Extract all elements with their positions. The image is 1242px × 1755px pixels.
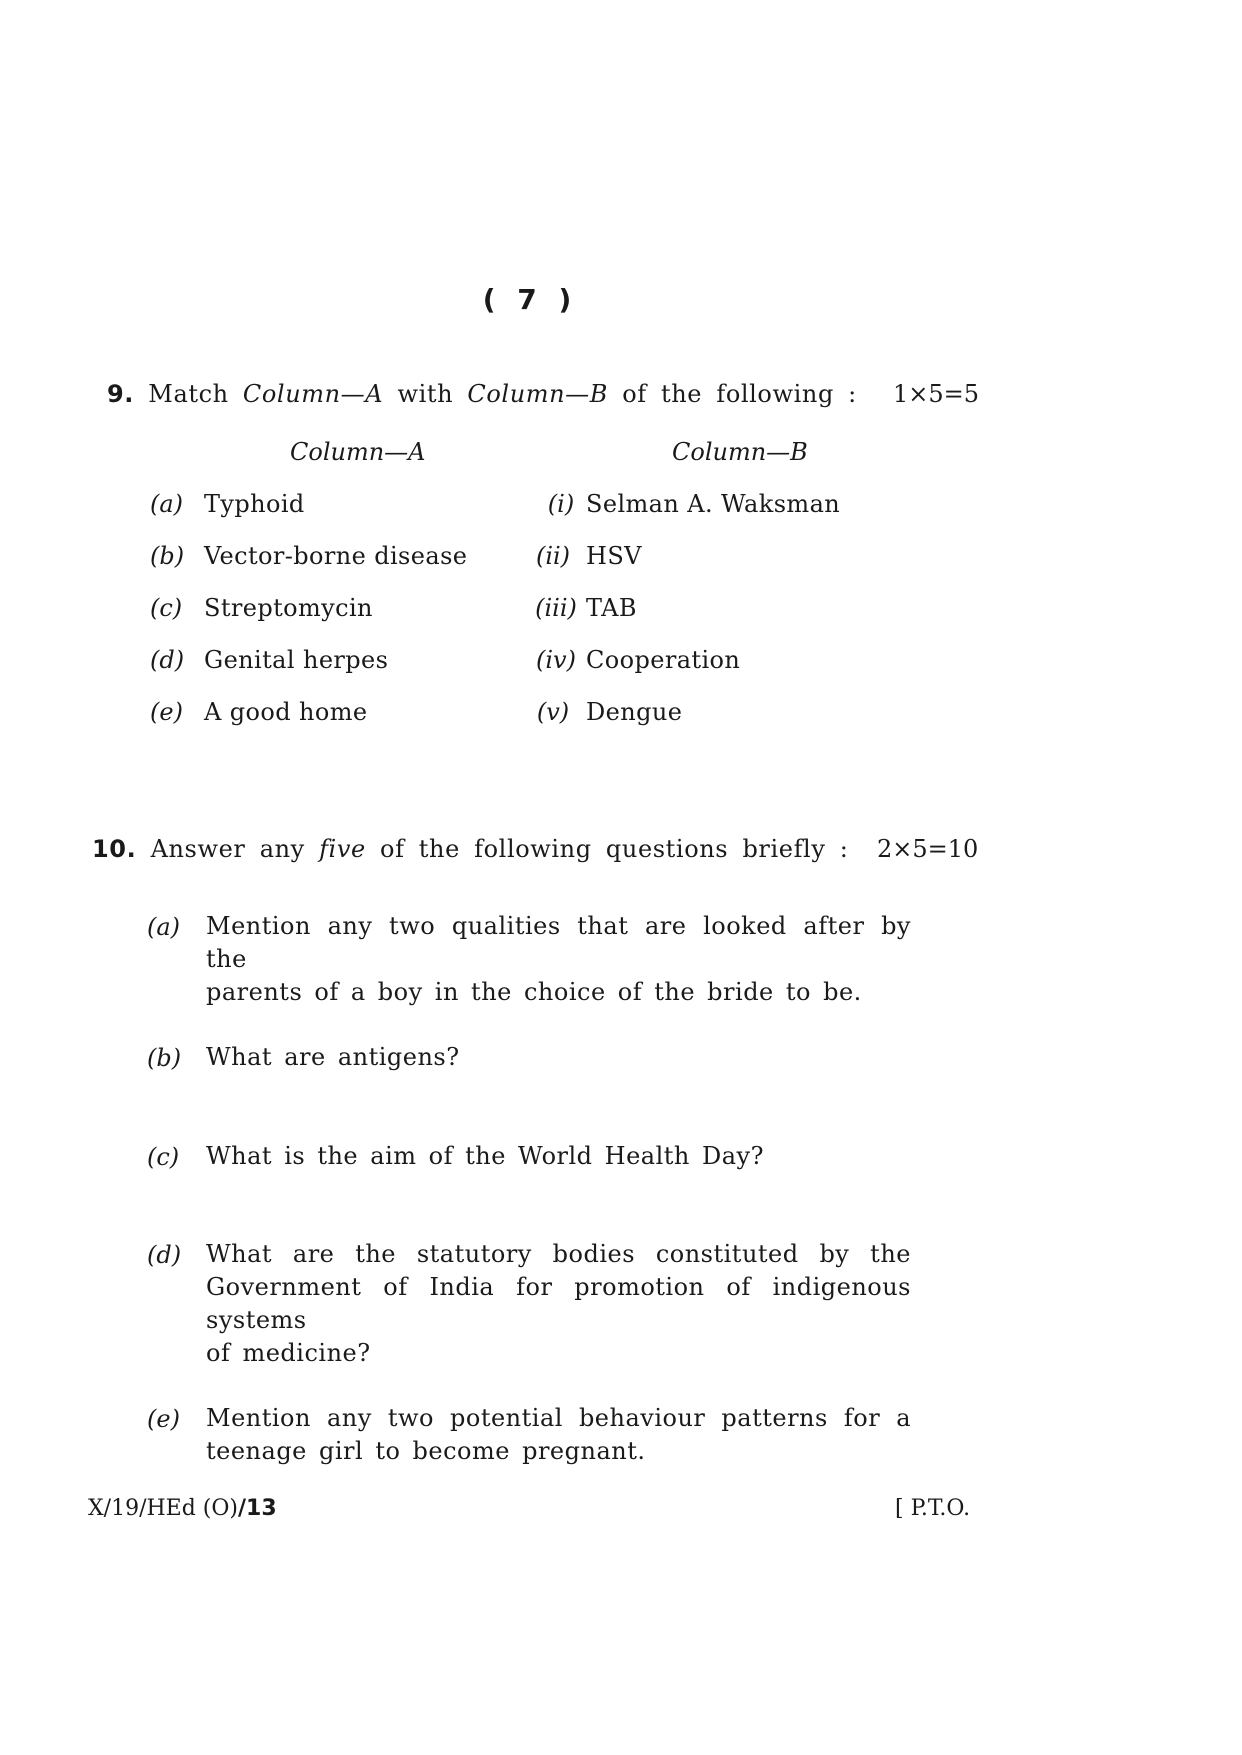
- column-a-label: (a): [150, 490, 184, 518]
- column-a-header: Column—A: [290, 438, 426, 466]
- footer-code-bold: /13: [238, 1496, 277, 1521]
- question-10-item-d-rest: of medicine?: [206, 1339, 371, 1367]
- question-10-item-label: (e): [147, 1405, 180, 1433]
- column-a-item: Streptomycin: [204, 594, 373, 622]
- column-b-item: TAB: [586, 594, 637, 622]
- question-10-item-e-rest: teenage girl to become pregnant.: [206, 1437, 646, 1465]
- column-b-item: Cooperation: [586, 646, 741, 674]
- question-10-item-a-line1: Mention any two qualities that are looked after by the: [206, 912, 911, 973]
- page-number: ( 7 ): [482, 283, 578, 316]
- question-9-text-post: of the following :: [608, 380, 857, 408]
- column-a-item: A good home: [204, 698, 368, 726]
- question-9-marks: 1×5=5: [893, 380, 980, 408]
- question-10-item-label: (b): [147, 1044, 182, 1072]
- question-10-item-label: (a): [147, 913, 181, 941]
- footer-pto: [ P.T.O.: [895, 1496, 971, 1521]
- column-b-label: (iii): [535, 594, 577, 622]
- question-10-item-label: (d): [147, 1241, 182, 1269]
- column-b-item: HSV: [586, 542, 642, 570]
- column-b-item: Dengue: [586, 698, 683, 726]
- question-9-text-pre: Match: [148, 380, 243, 408]
- question-10-heading: [92, 835, 848, 863]
- question-9-number: 9.: [107, 380, 135, 408]
- question-10-item-b-text: What are antigens?: [206, 1043, 460, 1071]
- question-10-item-d-line1: What are the statutory bodies constituted by the: [206, 1240, 911, 1268]
- question-10-item-c-text: What is the aim of the World Health Day?: [206, 1142, 764, 1170]
- footer-code: [88, 1496, 277, 1521]
- footer-code-text: X/19/HEd (O): [88, 1496, 239, 1521]
- column-a-item: Vector-borne disease: [204, 542, 468, 570]
- column-a-item: Typhoid: [204, 490, 305, 518]
- column-b-label: (i): [547, 490, 575, 518]
- question-10-item-a: [206, 910, 911, 1009]
- question-10-text-pre: Answer any: [150, 835, 320, 863]
- column-b-label: (iv): [536, 646, 576, 674]
- question-10-number: 10.: [92, 835, 137, 863]
- column-b-label: (ii): [535, 542, 571, 570]
- column-a-label: (b): [150, 542, 185, 570]
- question-10-item-d: [206, 1238, 911, 1370]
- question-10-emphasis: five: [319, 835, 366, 863]
- question-10-item-label: (c): [147, 1143, 180, 1171]
- column-b-item: Selman A. Waksman: [586, 490, 841, 518]
- column-a-item: Genital herpes: [204, 646, 389, 674]
- question-10-item-c: [206, 1140, 911, 1173]
- column-b-header: Column—B: [672, 438, 808, 466]
- column-a-label: (e): [150, 698, 183, 726]
- question-9-text-mid: with: [383, 380, 468, 408]
- question-10-item-d-line2: Government of India for promotion of indigenous systems: [206, 1273, 911, 1334]
- column-a-label: (d): [150, 646, 185, 674]
- question-9-column-a-word: Column—A: [242, 380, 384, 408]
- question-9-column-b-word: Column—B: [467, 380, 609, 408]
- column-b-label: (v): [536, 698, 570, 726]
- question-10-text-post: of the following questions briefly :: [365, 835, 849, 863]
- question-10-item-e-line1: Mention any two potential behaviour patterns for a: [206, 1404, 911, 1432]
- question-10-marks: 2×5=10: [877, 835, 979, 863]
- question-9-heading: [107, 380, 857, 408]
- column-a-label: (c): [150, 594, 183, 622]
- question-10-item-a-rest: parents of a boy in the choice of the bride to be.: [206, 978, 862, 1006]
- question-10-item-e: [206, 1402, 911, 1468]
- question-10-item-b: [206, 1041, 911, 1074]
